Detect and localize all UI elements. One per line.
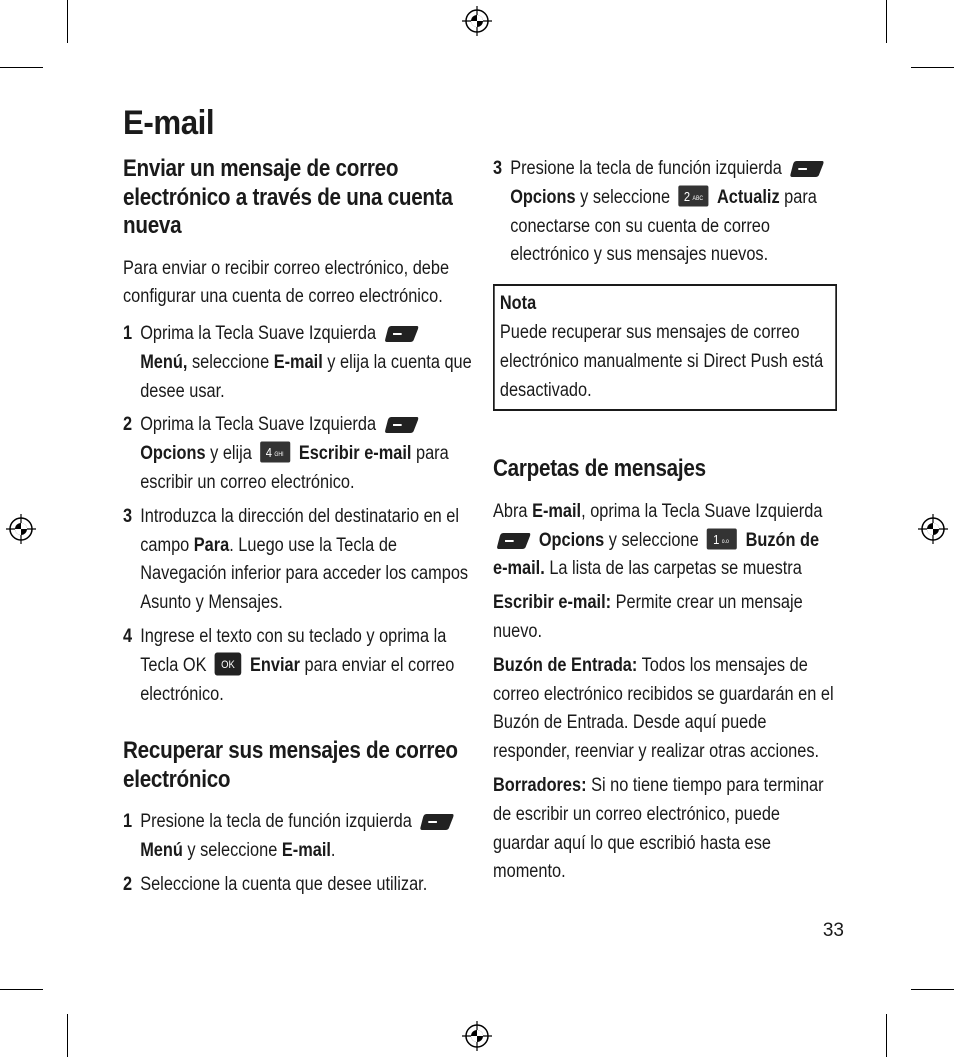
retrieve-step xyxy=(123,808,472,866)
step-text: y seleccione xyxy=(575,186,671,208)
step-bold: Opcions xyxy=(140,443,206,465)
ok-key-label: OK xyxy=(221,659,236,672)
step-bold: E-mail xyxy=(281,840,331,862)
crop-mark xyxy=(911,989,954,990)
step-text: Presione la tecla de función izquierda xyxy=(510,158,782,179)
page-number: 33 xyxy=(822,920,844,941)
intro-text: La lista de las carpetas se muestra xyxy=(544,558,802,580)
send-step xyxy=(123,320,472,406)
step-text: . Luego use la Tecla de Navegación inferior para acceder los campos Asunto y Mensajes. xyxy=(140,534,469,614)
step-text: y seleccione xyxy=(182,840,282,862)
step-bold: Para xyxy=(193,534,230,556)
step-text: para escribir un correo electrónico. xyxy=(140,443,449,494)
left-soft-key-icon xyxy=(790,160,824,178)
crop-mark xyxy=(67,1014,68,1057)
crop-mark xyxy=(886,1014,887,1057)
intro-text: Abra xyxy=(493,500,533,522)
section-heading-retrieve: Recuperar sus mensajes de correo electrónico xyxy=(123,737,458,793)
step-text: para conectarse con su cuenta de correo electrónico y sus mensajes nuevos. xyxy=(510,186,817,266)
folder-item xyxy=(493,589,837,647)
key-2-icon xyxy=(678,185,709,207)
step-bold: Opcions xyxy=(510,186,576,208)
step-text: Introduzca la dirección del destinatario en el campo xyxy=(140,505,460,556)
step-text: Oprima la Tecla Suave Izquierda xyxy=(140,323,377,345)
step-bold: Actualiz xyxy=(716,186,780,208)
send-intro: Para enviar o recibir correo electrónico, debe configurar una cuenta de correo electrónico. xyxy=(123,257,450,308)
note-title: Nota xyxy=(499,293,537,315)
crop-mark xyxy=(67,0,68,43)
intro-bold: E-mail xyxy=(532,500,582,522)
svg-text:GHI: GHI xyxy=(274,451,284,459)
step-number: 2 xyxy=(123,414,133,436)
send-step xyxy=(123,503,472,618)
folder-text: Todos los mensajes de correo electrónico recibidos se guardarán en el Buzón de Entrada. Desde aquí puede responder, reenviar y realizar otras acciones. xyxy=(493,654,834,763)
svg-text:4: 4 xyxy=(265,445,273,461)
folder-label: Borradores: xyxy=(493,775,587,797)
section-heading-send: Enviar un mensaje de correo electrónico a través de una cuenta nueva xyxy=(123,155,453,239)
note-box xyxy=(493,284,837,411)
step-text: y elija la cuenta que desee usar. xyxy=(140,351,472,402)
intro-bold: Buzón de e-mail. xyxy=(493,529,820,580)
svg-text:2: 2 xyxy=(684,189,691,205)
svg-text:ABC: ABC xyxy=(692,195,704,202)
step-text: para enviar el correo electrónico. xyxy=(140,654,455,705)
step-number: 1 xyxy=(123,323,133,345)
section-heading-folders: Carpetas de mensajes xyxy=(493,455,706,483)
registration-mark-icon xyxy=(462,6,492,36)
svg-text:o.o: o.o xyxy=(722,538,730,545)
left-column xyxy=(123,155,473,905)
step-text: y elija xyxy=(205,443,257,465)
step-text: Presione la tecla de función izquierda xyxy=(140,811,412,833)
folders-intro xyxy=(493,498,837,584)
page-title: E-mail xyxy=(123,104,215,142)
intro-text: , oprima la Tecla Suave Izquierda xyxy=(581,500,823,522)
folder-text: Si no tiene tiempo para terminar de escribir un correo electrónico, puede guardar aquí lo que escribió hasta ese momento. xyxy=(493,775,824,883)
retrieve-step xyxy=(493,155,837,270)
step-number: 3 xyxy=(123,505,133,527)
svg-text:1: 1 xyxy=(713,531,720,547)
folder-item xyxy=(493,652,837,767)
step-bold: E-mail xyxy=(273,351,323,373)
step-number: 2 xyxy=(123,874,133,896)
send-step xyxy=(123,411,472,497)
left-soft-key-icon xyxy=(384,325,418,343)
registration-mark-icon xyxy=(462,1021,492,1051)
send-step xyxy=(123,623,472,709)
step-number: 3 xyxy=(493,158,503,179)
step-bold: Menú, xyxy=(140,351,188,373)
step-text: Ingrese el texto con su teclado y oprima la Tecla OK xyxy=(140,626,447,676)
step-number: 1 xyxy=(123,811,133,833)
key-4-icon xyxy=(260,441,291,463)
retrieve-step xyxy=(123,871,472,900)
crop-mark xyxy=(886,0,887,43)
step-text: Oprima la Tecla Suave Izquierda xyxy=(140,414,377,436)
left-soft-key-icon xyxy=(420,813,454,831)
step-text: Seleccione la cuenta que desee utilizar. xyxy=(140,874,428,896)
step-bold: Enviar xyxy=(249,654,300,676)
ok-key-icon xyxy=(214,652,242,676)
intro-bold: Opcions xyxy=(538,529,605,551)
crop-mark xyxy=(0,989,43,990)
right-column xyxy=(493,155,838,892)
step-text: seleccione xyxy=(187,351,274,373)
registration-mark-icon xyxy=(6,514,36,544)
step-bold: Menú xyxy=(140,840,183,862)
left-soft-key-icon xyxy=(496,532,530,550)
step-number: 4 xyxy=(123,626,133,648)
folder-item xyxy=(493,772,837,887)
folder-label: Buzón de Entrada: xyxy=(493,654,638,676)
key-1-icon xyxy=(707,528,738,550)
folder-text: Permite crear un mensaje nuevo. xyxy=(493,592,803,643)
note-text: Puede recuperar sus mensajes de correo electrónico manualmente si Direct Push está desactivado. xyxy=(499,321,824,401)
step-bold: Escribir e-mail xyxy=(298,443,412,465)
registration-mark-icon xyxy=(918,514,948,544)
intro-text: y seleccione xyxy=(604,529,699,551)
left-soft-key-icon xyxy=(384,416,418,434)
crop-mark xyxy=(0,67,43,68)
crop-mark xyxy=(911,67,954,68)
step-text: . xyxy=(330,840,336,862)
folder-label: Escribir e-mail: xyxy=(493,592,612,614)
